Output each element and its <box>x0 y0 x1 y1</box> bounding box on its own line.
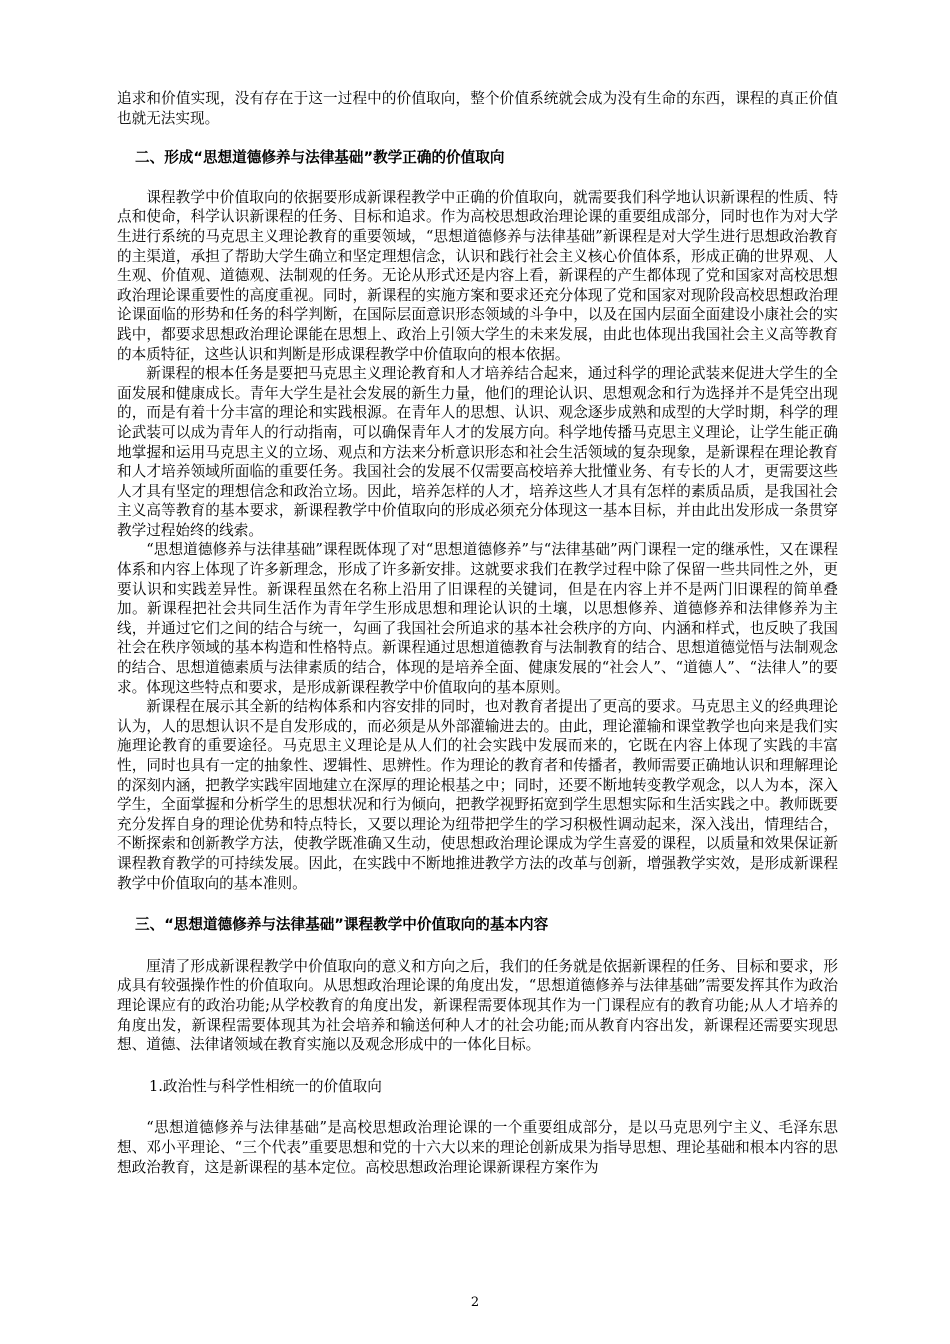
section-2-paragraph: 课程教学中价值取向的依据要形成新课程教学中正确的价值取向，就需要我们科学地认识新课程的性质、特点和使命，科学认识新课程的任务、目标和追求。作为高校思想政治理论课的重要组成部分，同时也作为对大学生进行系统的马克思主义理论教育的重要领域，“思想道德修养与法律基础”新课程是对大学生进行思想政治教育的主渠道，承担了帮助大学生确立和坚定理想信念，认识和践行社会主义核心价值体系，形成正确的世界观、人生观、价值观、道德观、法制观的任务。无论从形式还是内容上看，新课程的产生都体现了党和国家对高校思想政治理论课重要性的高度重视。同时，新课程的实施方案和要求还充分体现了党和国家对现阶段高校思想政治理论课面临的形势和任务的科学判断，在国际层面意识形态领域的斗争中，以及在国内层面全面建设小康社会的实践中，都要求思想政治理论课能在思想上、政治上引领大学生的未来发展，由此也体现出我国社会主义高等教育的本质特征，这些认识和判断是形成课程教学中价值取向的根本依据。 <box>117 188 838 363</box>
section-3-paragraph: 厘清了形成新课程教学中价值取向的意义和方向之后，我们的任务就是依据新课程的任务、目标和要求，形成具有较强操作性的价值取向。从思想政治理论课的角度出发，“思想道德修养与法律基础”需要发挥其作为政治理论课应有的政治功能;从学校教育的角度出发，新课程需要体现其作为一门课程应有的教育功能;从人才培养的角度出发，新课程需要体现其为社会培养和输送何种人才的社会功能;而从教育内容出发，新课程还需要实现思想、道德、法律诸领域在教育实施以及观念形成中的一体化目标。 <box>117 957 838 1054</box>
section-3-heading: 三、“思想道德修养与法律基础”课程教学中价值取向的基本内容 <box>135 916 549 934</box>
section-3-paragraph: “思想道德修养与法律基础”是高校思想政治理论课的一个重要组成部分，是以马克思列宁主义、毛泽东思想、邓小平理论、“三个代表”重要思想和党的十六大以来的理论创新成果为指导思想、理论基础和根本内容的思想政治教育，这是新课程的基本定位。高校思想政治理论课新课程方案作为 <box>117 1119 838 1176</box>
intro-paragraph: 追求和价值实现，没有存在于这一过程中的价值取向，整个价值系统就会成为没有生命的东西，课程的真正价值也就无法实现。 <box>117 90 838 127</box>
section-2-paragraph: 新课程在展示其全新的结构体系和内容安排的同时，也对教育者提出了更高的要求。马克思主义的经典理论认为，人的思想认识不是自发形成的，而必须是从外部灌输进去的。由此，理论灌输和课堂教学也向来是我们实施理论教育的重要途径。马克思主义理论是从人们的社会实践中发展而来的，它既在内容上体现了实践的丰富性，同时也具有一定的抽象性、逻辑性、思辨性。作为理论的教育者和传播者，教师需要正确地认识和理解理论的深刻内涵，把教学实践牢固地建立在深厚的理论根基之中；同时，还要不断地转变教学观念，以人为本，深入学生，全面掌握和分析学生的思想状况和行为倾向，把教学视野拓宽到学生思想实际和生活实践之中。教师既要充分发挥自身的理论优势和特点特长，又要以理论为纽带把学生的学习积极性调动起来，深入浅出，情理结合，不断探索和创新教学方法，使教学既准确又生动，使思想政治理论课成为学生喜爱的课程，以质量和效果保证新课程教育教学的可持续发展。因此，在实践中不断地推进教学方法的改革与创新，增强教学实效，是形成新课程教学中价值取向的基本准则。 <box>117 698 838 892</box>
section-2-heading: 二、形成“思想道德修养与法律基础”教学正确的价值取向 <box>135 149 505 167</box>
page-number: 2 <box>470 1295 480 1310</box>
subsection-heading: 1.政治性与科学性相统一的价值取向 <box>149 1077 382 1095</box>
section-2-paragraph: 新课程的根本任务是要把马克思主义理论教育和人才培养结合起来，通过科学的理论武装来促进大学生的全面发展和健康成长。青年大学生是社会发展的新生力量，他们的理论认识、思想观念和行为选择并不是凭空出现的，而是有着十分丰富的理论和实践根源。在青年人的思想、认识、观念逐步成熟和成型的大学时期，科学的理论武装可以成为青年人的行动指南，可以确保青年人才的发展方向。科学地传播马克思主义理论，让学生能正确地掌握和运用马克思主义的立场、观点和方法来分析意识形态和社会生活领域的复杂现象，是新课程在理论教育和人才培养领域所面临的重要任务。我国社会的发展不仅需要高校培养大批懂业务、有专长的人才，更需要这些人才具有坚定的理想信念和政治立场。因此，培养怎样的人才，培养这些人才具有怎样的素质品质，是我国社会主义高等教育的基本要求，新课程教学中价值取向的形成必须充分体现这一基本目标，并由此出发形成一条贯穿教学过程始终的线索。 <box>117 365 838 539</box>
document-page <box>117 89 838 1177</box>
section-2-paragraph: “思想道德修养与法律基础”课程既体现了对“思想道德修养”与“法律基础”两门课程一定的继承性，又在课程体系和内容上体现了许多新理念，形成了许多新安排。这就要求我们在教学过程中除了保留一些共同性之外，更要认识和实践差异性。新课程虽然在名称上沿用了旧课程的关键词，但是在内容上并不是两门旧课程的简单叠加。新课程把社会共同生活作为青年学生形成思想和理论认识的土壤，以思想修养、道德修养和法律修养为主线，并通过它们之间的结合与统一，勾画了我国社会所追求的基本社会秩序的方向、内涵和样式，也反映了我国社会在秩序领域的基本构造和性格特点。新课程通过思想道德教育与法制教育的结合、思想道德觉悟与法制观念的结合、思想道德素质与法律素质的结合，体现的是培养全面、健康发展的“社会人”、“道德人”、“法律人”的要求。体现这些特点和要求，是形成新课程教学中价值取向的基本原则。 <box>117 541 838 696</box>
